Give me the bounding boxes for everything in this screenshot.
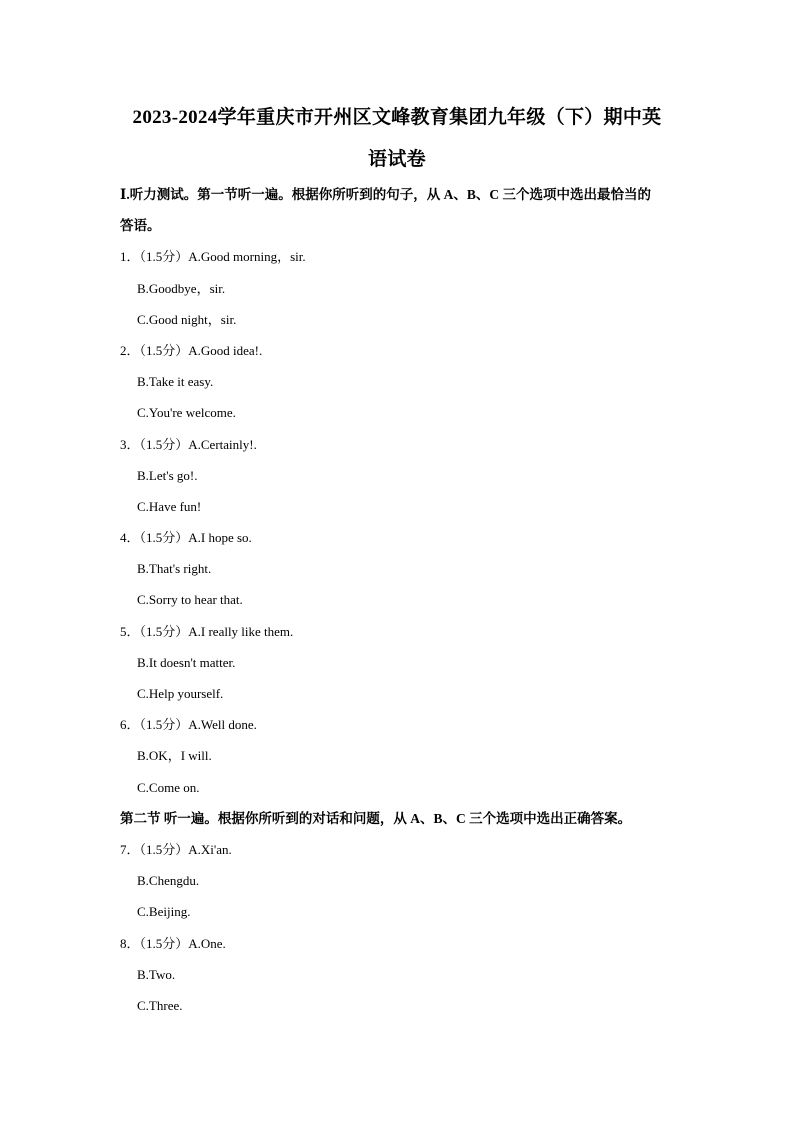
question-1-option-b: B.Goodbye，sir. xyxy=(137,281,226,296)
question-2-stem: 2．（1.5分）A.Good idea!. xyxy=(120,343,263,358)
question-3-option-c: C.Have fun! xyxy=(137,499,202,514)
question-8-option-c: C.Three. xyxy=(137,998,183,1013)
question-5-option-c: C.Help yourself. xyxy=(137,686,224,701)
question-3-option-b: B.Let's go!. xyxy=(137,468,198,483)
question-2-option-c: C.You're welcome. xyxy=(137,405,236,420)
question-7-option-b: B.Chengdu. xyxy=(137,873,200,888)
section1-heading-line2: 答语。 xyxy=(120,218,161,233)
question-4-option-c: C.Sorry to hear that. xyxy=(137,592,243,607)
question-3-stem: 3．（1.5分）A.Certainly!. xyxy=(120,437,257,452)
question-8-option-b: B.Two. xyxy=(137,967,176,982)
question-7-option-c: C.Beijing. xyxy=(137,904,191,919)
question-2-option-b: B.Take it easy. xyxy=(137,374,214,389)
question-8-stem: 8．（1.5分）A.One. xyxy=(120,936,226,951)
question-4-option-b: B.That's right. xyxy=(137,561,212,576)
question-6-option-c: C.Come on. xyxy=(137,780,200,795)
section2-heading: 第二节 听一遍。根据你所听到的对话和问题，从 A、B、C 三个选项中选出正确答案。 xyxy=(120,811,632,826)
question-6-option-b: B.OK，I will. xyxy=(137,748,212,763)
question-6-stem: 6．（1.5分）A.Well done. xyxy=(120,717,257,732)
exam-title-line2: 语试卷 xyxy=(368,149,426,170)
question-5-stem: 5．（1.5分）A.I really like them. xyxy=(120,624,294,639)
question-1-stem: 1．（1.5分）A.Good morning，sir. xyxy=(120,249,306,264)
question-7-stem: 7．（1.5分）A.Xi'an. xyxy=(120,842,232,857)
section1-heading-line1: Ⅰ.听力测试。第一节听一遍。根据你所听到的句子，从 A、B、C 三个选项中选出最恰当的 xyxy=(120,187,651,202)
question-4-stem: 4．（1.5分）A.I hope so. xyxy=(120,530,252,545)
exam-title-line1: 2023-2024学年重庆市开州区文峰教育集团九年级（下）期中英 xyxy=(132,107,662,128)
question-5-option-b: B.It doesn't matter. xyxy=(137,655,236,670)
question-1-option-c: C.Good night，sir. xyxy=(137,312,237,327)
